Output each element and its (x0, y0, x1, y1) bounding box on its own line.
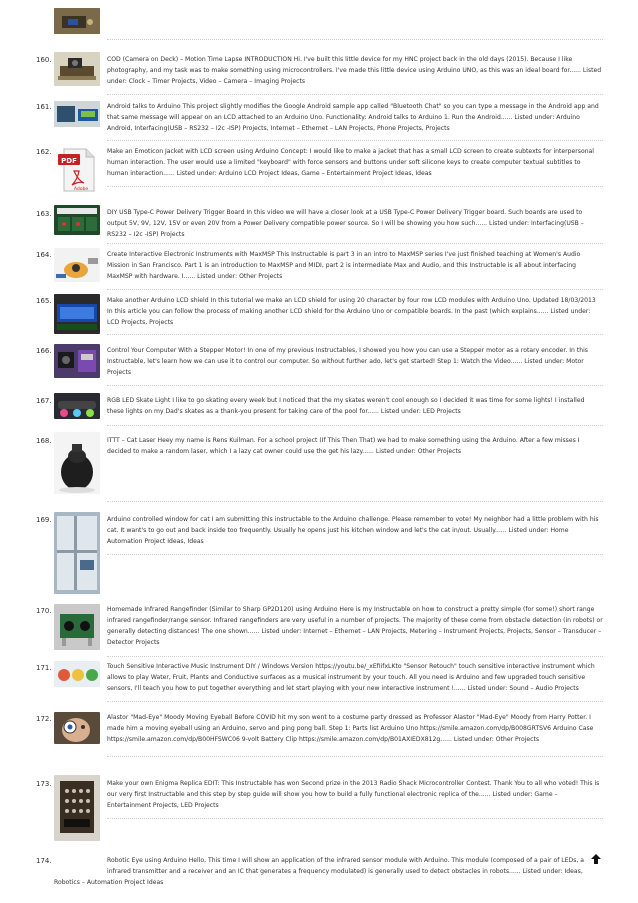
entry-text[interactable]: Homemade Infrared Rangefinder (Similar to Sharp GP2D120) using Arduino Here is my Instructable on how to construct a pretty simple (for some!) short range infrared rangefinder/range sensor. Infrared rangefinders are very useful in a number of projects. The majority of these come from obstacle detection (in robots) or generally detecting distances! The one shown...... Listed under: Internet – Ethernet – LAN Projects, Metering – Instrument Projects, Projects, Sensor – Transducer – Detector Projects (107, 606, 603, 646)
thumbnail-pdf-document[interactable] (54, 145, 100, 195)
thumbnail-cat-laser[interactable] (54, 432, 100, 494)
entry-text[interactable]: Make your own Enigma Replica EDIT: This Instructable has won Second prize in the 2013 Radio Shack Microcontroller Contest. Thank You to all who voted! This is our very first Instructable and this step by step guide will show you how to build a fully functional electronic replica of the...... Listed under: Game – Entertainment Projects, LED Projects (107, 780, 600, 809)
entry-text[interactable]: Touch Sensitive Interactive Music Instrument DIY / Windows Version https://youtu.be/_xEfIifxLKto "Sensor Retouch" touch sensitive interactive instrument which allows to play Water, Fruit, Plants and Conductive surfaces as a musical instrument by your touch. All you need is Arduino and few upgraded touch sensitive sensors, I'll teach you how to put together everything and let start playing with your new interactive instrument !...... Listed under: Sound – Audio Projects (107, 663, 595, 692)
thumbnail-android-arduino[interactable] (54, 101, 100, 127)
entry-text[interactable]: Create Interactive Electronic Instruments with MaxMSP This Instructable is part 3 in an intro to MaxMSP series I've just finished teaching at Women's Audio Mission in San Francisco. Part 1 is an introduction to MaxMSP and MIDI, part 2 is intermediate Max and Audio, and this Instructable is all about interfacing MaxMSP with hardware. I...... Listed under: Other Projects (107, 251, 581, 280)
entry-text[interactable]: Control Your Computer With a Stepper Motor! In one of my previous Instructables, I showed you how you can use a Stepper motor as a rotary encoder. In this Instructable, let's learn how we can use it to control our computer. So without further ado, let's get started! Step 1: Watch the Video...... Listed under: Motor Projects (107, 347, 588, 376)
entry-text[interactable]: Robotic Eye using Arduino Hello, This time I will show an application of the infrared sensor module with Arduino. This module (composed of a pair of LEDs, a infrared transmitter and a receiver and an IC that generates a frequency modulated) is generally used to detect obstacles in robots...... Listed under: Ideas, (107, 857, 584, 875)
separator (107, 140, 603, 141)
entry-number: 174. (36, 857, 52, 865)
separator (107, 425, 603, 426)
separator (107, 94, 603, 95)
separator (107, 243, 603, 244)
separator (107, 39, 603, 40)
entry-number: 173. (36, 780, 52, 788)
entry-number: 163. (36, 210, 52, 218)
entry-number: 172. (36, 715, 52, 723)
separator (107, 756, 603, 757)
entry-number: 169. (36, 516, 52, 524)
entry-number: 171. (36, 664, 52, 672)
back-to-top-arrow-icon[interactable] (590, 850, 602, 862)
entry-text[interactable]: Make another Arduino LCD shield In this tutorial we make an LCD shield for using 20 character by four row LCD modules with Arduino Uno. Updated 18/03/2013 In this article you can follow the process of making another LCD shield for the Arduino Uno or compatible boards. In the past (which explains...... Listed under: LCD Projects, Projects (107, 297, 596, 326)
entry-text[interactable]: ITTT – Cat Laser Heey my name is Rens Kuilman. For a school project (If This Then That) we had to make something using the Arduino. After a few misses I decided to make a random laser, which I a lazy cat owner could use the get his lazy...... Listed under: Other Projects (107, 437, 580, 455)
separator (107, 385, 603, 386)
thumbnail-prev[interactable] (54, 8, 100, 34)
entry-number: 160. (36, 56, 52, 64)
entry-number: 165. (36, 297, 52, 305)
entry-text[interactable]: Alastor "Mad-Eye" Moody Moving Eyeball Before COVID hit my son went to a costume party dressed as Professor Alastor "Mad-Eye" Moody from Harry Potter. I made him a moving eyeball using an Arduino, servo and ping pong ball. Step 1: Parts list Arduino Uno https://smile.amazon.com/dp/B008GRTSV6 Arduino Case https://smile.amazon.com/dp/B00HFSWC06 9-volt Battery Clip https://smile.amazon.com/dp/B01AXIEDX812g...... Listed under: Other Projects (107, 714, 594, 743)
entry-text-continuation[interactable]: Robotics – Automation Project Ideas (54, 879, 164, 886)
thumbnail-touch-instrument[interactable] (54, 661, 100, 687)
entry-number: 167. (36, 397, 52, 405)
separator (107, 334, 603, 335)
entry-text[interactable]: Arduino controlled window for cat I am submitting this instructable to the Arduino challenge. Please remember to vote! My neighbor had a little problem with his cat. It want's to go out and back inside too frequently. Usually he opens just his kitchen window and let's the cat in/out. Usually...... Listed under: Home Automation Project Ideas, Ideas (107, 516, 599, 545)
thumbnail-mad-eye[interactable] (54, 712, 100, 744)
entry-text[interactable]: COD (Camera on Deck) – Motion Time Lapse INTRODUCTION Hi. I've built this little device for my HNC project back in the old days (2015). Because I like photography, and my task was to make something using microcontrollers. I've made this little device using Arduino UNO, as this was an ideal board for...... Listed under: Clock – Timer Projects, Video – Camera – Imaging Projects (107, 56, 602, 85)
thumbnail-stepper-motor[interactable] (54, 344, 100, 378)
entry-text[interactable]: DIY USB Type-C Power Delivery Trigger Board In this video we will have a closer look at a USB Type-C Power Delivery Trigger board. Such boards are used to output 5V, 9V, 12V, 15V or even 20V from a Power Delivery compatible power source. So I will be showing you how such...... Listed under: Interfacing(USB – RS232 – I2c -ISP) Projects (107, 209, 584, 238)
separator (107, 289, 603, 290)
separator (107, 501, 603, 502)
entry-number: 162. (36, 148, 52, 156)
entry-text[interactable]: Make an Emoticon Jacket with LCD screen using Arduino Concept: I would like to make a jacket that has a small LCD screen to create subtexts for interpersonal human interaction. The user would use a limited "keyboard" with force sensors and buttons under soft silicone keys to create computer textual subtitles to human interaction...... Listed under: Arduino LCD Project Ideas, Game – Entertainment Project Ideas, Ideas (107, 148, 595, 177)
separator (107, 656, 603, 657)
entry-text[interactable]: Android talks to Arduino This project slightly modifies the Google Android sample app called "Bluetooth Chat" so you can type a message in the Android app and that same message will appear on an LCD attached to an Arduino Uno. Functionality: Android talks to Arduino 1. Run the Android...... Listed under: Arduino Android, Interfacing(USB – RS232 – I2c -ISP) Projects, Internet – Ethernet – LAN Projects, Phone Projects, Projects (107, 103, 599, 132)
entry-number: 166. (36, 347, 52, 355)
entry-number: 161. (36, 103, 52, 111)
separator (107, 554, 603, 555)
entry-number: 170. (36, 607, 52, 615)
separator (107, 818, 603, 819)
thumbnail-lcd-shield[interactable] (54, 294, 100, 334)
thumbnail-enigma-replica[interactable] (54, 775, 100, 841)
separator (107, 186, 603, 187)
thumbnail-maxmsp-instrument[interactable] (54, 248, 100, 282)
thumbnail-cat-window[interactable] (54, 512, 100, 594)
entry-text[interactable]: RGB LED Skate Light I like to go skating every week but I noticed that the my skates weren't cool enough so I decided it was time for some lights! I installed these lights on my Dad's skates as a thank-you present for taking care of the pool for...... Listed under: LED Projects (107, 397, 585, 415)
separator (107, 701, 603, 702)
thumbnail-skate-light[interactable] (54, 393, 100, 419)
pdf-label: PDF (61, 157, 77, 165)
thumbnail-ir-rangefinder[interactable] (54, 604, 100, 650)
entry-number: 164. (36, 251, 52, 259)
thumbnail-usb-c-board[interactable] (54, 205, 100, 235)
thumbnail-camera-timelapse[interactable] (54, 52, 100, 86)
entry-number: 168. (36, 437, 52, 445)
adobe-label: Adobe (73, 187, 89, 192)
